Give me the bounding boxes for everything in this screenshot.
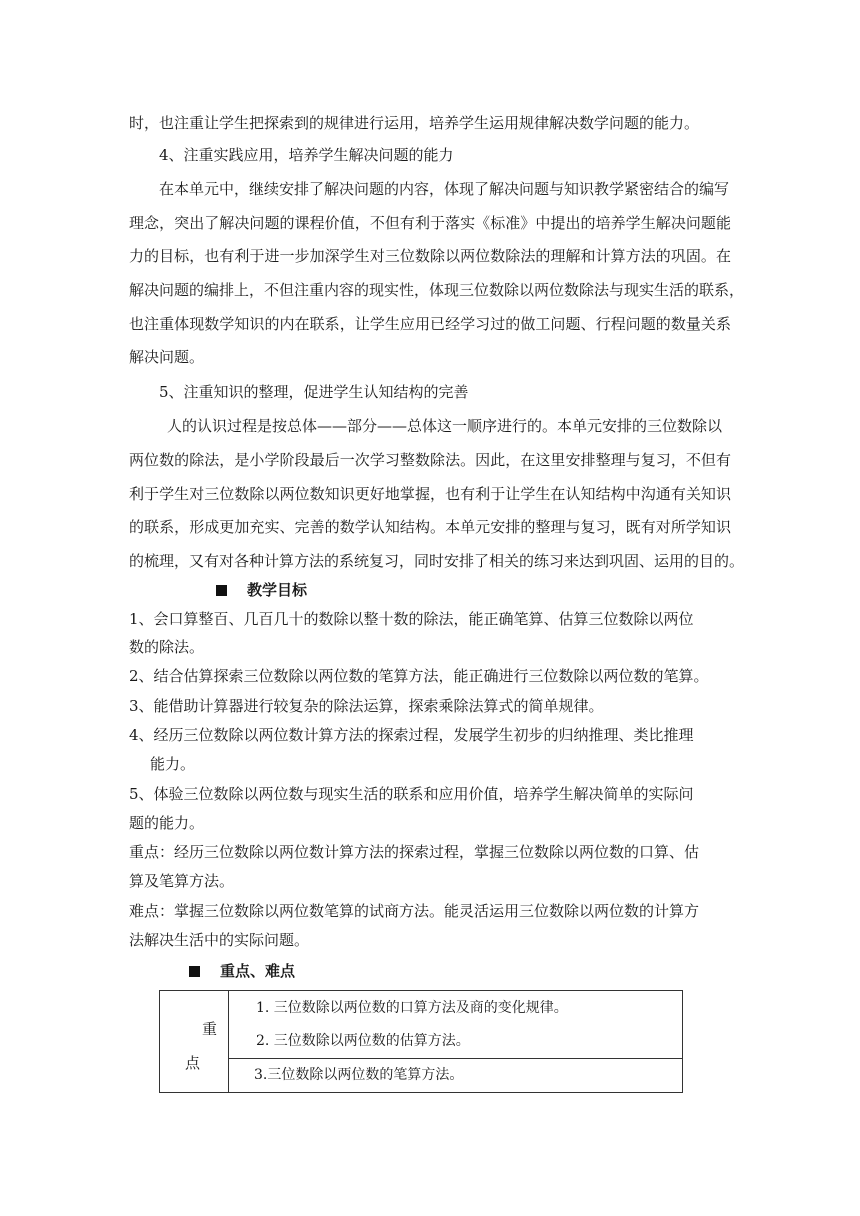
key-point-line: 算及笔算方法。	[129, 872, 235, 890]
goal-line: 数的除法。	[129, 638, 205, 656]
side-char: 重	[202, 1020, 218, 1038]
paragraph-line: 也注重体现数学知识的内在联系，让学生应用已经学习过的做工问题、行程问题的数量关系	[129, 315, 731, 333]
table-side-label	[160, 991, 229, 1093]
heading-key-difficult-points	[189, 961, 295, 981]
table-item: 2. 三位数除以两位数的估算方法。	[256, 1032, 470, 1049]
goal-line: 题的能力。	[129, 814, 205, 832]
paragraph-line: 时，也注重让学生把探索到的规律进行运用，培养学生运用规律解决数学问题的能力。	[129, 114, 700, 132]
table-item: 1. 三位数除以两位数的口算方法及商的变化规律。	[256, 999, 568, 1016]
paragraph-line: 利于学生对三位数除以两位数知识更好地掌握，也有利于让学生在认知结构中沟通有关知识	[129, 485, 731, 503]
goal-line: 3、能借助计算器进行较复杂的除法运算，探索乘除法算式的简单规律。	[129, 697, 604, 715]
goal-line: 5、体验三位数除以两位数与现实生活的联系和应用价值，培养学生解决简单的实际问	[129, 785, 694, 803]
paragraph-line: 人的认识过程是按总体——部分——总体这一顺序进行的。本单元安排的三位数除以	[167, 417, 723, 435]
paragraph-line: 解决问题。	[129, 348, 205, 366]
goal-line: 1、会口算整百、几百几十的数除以整十数的除法，能正确笔算、估算三位数除以两位	[129, 610, 694, 628]
difficulty-line: 难点：掌握三位数除以两位数笔算的试商方法。能灵活运用三位数除以两位数的计算方	[129, 902, 700, 920]
side-char: 点	[185, 1054, 201, 1072]
paragraph-line: 力的目标，也有利于进一步加深学生对三位数除以两位数除法的理解和计算方法的巩固。在	[129, 247, 731, 265]
table-cell	[229, 1059, 683, 1093]
heading-teaching-goals	[216, 580, 307, 600]
table-item: 3.三位数除以两位数的笔算方法。	[254, 1067, 464, 1083]
section-heading-5: 5、注重知识的整理，促进学生认知结构的完善	[159, 383, 469, 401]
paragraph-line: 在本单元中，继续安排了解决问题的内容，体现了解决问题与知识教学紧密结合的编写	[159, 180, 730, 198]
table-cell	[229, 991, 683, 1059]
paragraph-line: 解决问题的编排上，不但注重内容的现实性，体现三位数除以两位数除法与现实生活的联系，	[129, 281, 745, 299]
difficulty-line: 法解决生活中的实际问题。	[129, 931, 310, 949]
goal-line: 2、结合估算探索三位数除以两位数的笔算方法，能正确进行三位数除以两位数的笔算。	[129, 667, 709, 685]
heading-text: 教学目标	[247, 581, 308, 599]
key-points-table	[159, 990, 683, 1093]
square-bullet-icon	[189, 966, 200, 977]
goal-line: 4、经历三位数除以两位数计算方法的探索过程，发展学生初步的归纳推理、类比推理	[129, 726, 694, 744]
goal-line: 能力。	[150, 755, 196, 773]
paragraph-line: 理念，突出了解决问题的课程价值，不但有利于落实《标准》中提出的培养学生解决问题能	[129, 214, 731, 232]
paragraph-line: 两位数的除法，是小学阶段最后一次学习整数除法。因此，在这里安排整理与复习，不但有	[129, 451, 731, 469]
paragraph-line: 的梳理，又有对各种计算方法的系统复习，同时安排了相关的练习来达到巩固、运用的目的。	[129, 552, 745, 570]
heading-text: 重点、难点	[220, 962, 296, 980]
section-heading-4: 4、注重实践应用，培养学生解决问题的能力	[159, 146, 454, 164]
square-bullet-icon	[216, 585, 227, 596]
paragraph-line: 的联系，形成更加充实、完善的数学认知结构。本单元安排的整理与复习，既有对所学知识	[129, 518, 731, 536]
key-point-line: 重点：经历三位数除以两位数计算方法的探索过程，掌握三位数除以两位数的口算、估	[129, 843, 700, 861]
